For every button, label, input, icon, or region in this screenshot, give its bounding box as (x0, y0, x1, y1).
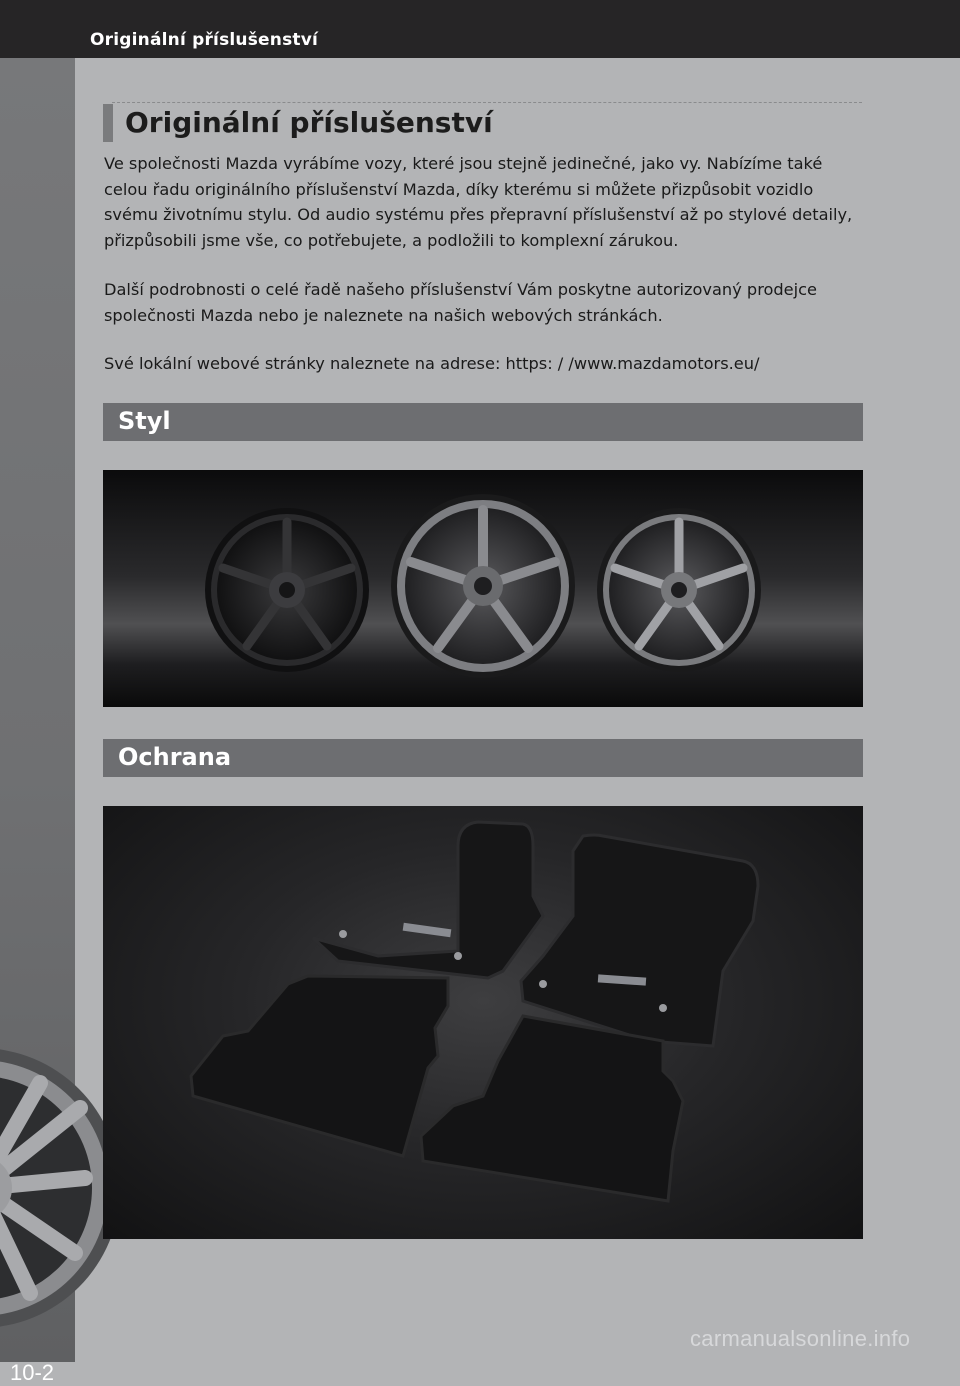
floor-mats-photo (103, 806, 863, 1239)
floor-mats-image (103, 806, 863, 1239)
page-number: 10-2 (10, 1360, 55, 1385)
section-header-protection (103, 739, 863, 777)
section-header-style (103, 403, 863, 441)
page-title: Originální příslušenství (125, 106, 493, 139)
website-paragraph: Své lokální webové stránky naleznete na adrese: https: / /www.mazdamotors.eu/ (104, 354, 760, 373)
title-divider (112, 102, 862, 103)
wheels-photo (103, 470, 863, 707)
watermark: carmanualsonline.info (690, 1326, 911, 1351)
left-margin-strip (0, 58, 75, 1385)
section-title-style: Styl (118, 407, 171, 435)
details-paragraph: Další podrobnosti o celé řadě našeho příslušenství Vám poskytne autorizovaný prodejce společnosti Mazda nebo je naleznete na našich webových stránkách. (104, 280, 817, 325)
title-accent-bar (103, 104, 113, 142)
wheel-decoration-image (0, 1038, 80, 1368)
running-header: Originální příslušenství (90, 30, 319, 50)
top-header-bar (0, 0, 960, 58)
section-title-protection: Ochrana (118, 743, 232, 771)
alloy-wheels-image (103, 470, 863, 707)
intro-paragraph: Ve společnosti Mazda vyrábíme vozy, které jsou stejně jedinečné, jako vy. Nabízíme také celou řadu originálního příslušenství Mazda, díky kterému si můžete přizpůsobit vozidlo svému životnímu stylu. Od audio systému přes přepravní příslušenství až po stylové detaily, přizpůsobili jsme vše, co potřebujete, a podložili to komplexní zárukou. (104, 154, 853, 250)
